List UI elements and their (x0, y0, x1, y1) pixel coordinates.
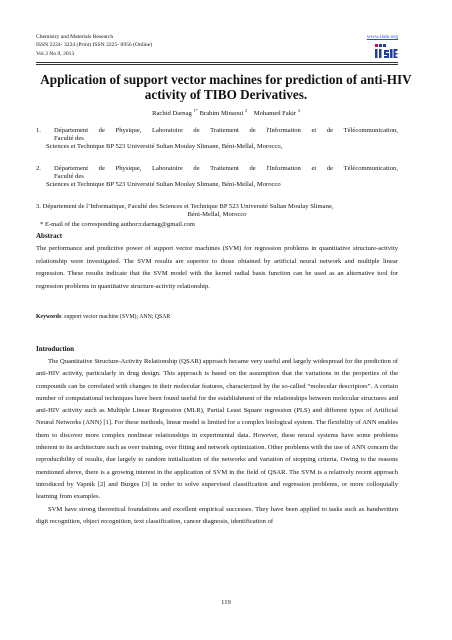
affiliation-line: Département de Physique, Laboratoire de Traitement de l'Information et de Télécommunication, (54, 165, 398, 172)
author-name: Brahim Minaoui (199, 110, 244, 118)
introduction-body (36, 356, 398, 528)
introduction-heading: Introduction (36, 345, 74, 353)
author-sup: 2 (244, 108, 248, 113)
affiliation-line: Faculté des (54, 135, 84, 143)
affiliation-line: Béni-Mellal, Morocco (187, 211, 247, 219)
affiliation-line: 3. Département de l’Informatique, Faculté des Sciences et Technique BP 523 Université Sultan Moulay Slimane, (36, 203, 334, 210)
abstract-heading: Abstract (36, 232, 63, 240)
issn-line: ISSN 2224- 3224 (Print) ISSN 2225- 0956 (Online) (36, 42, 153, 48)
paragraph: The Quantitative Structure-Activity Relationship (QSAR) approach became very useful and largely widespread for the prediction of anti-HIV activity, particularly in drug design. This approach is based on the assumption that the variations in the properties of the compounds can be correlated with changes in their molecular features, characterized by the so-called “molecular descriptors”. A certain number of computational techniques have been found useful for the establishment of the relationships between molecular structures and anti-HIV activity such as Multiple Linear Regression (MLR), Partial Least Square regression (PLS) and different types of Artificial Neural Networks (ANN) [1]. For these methods, linear model is limited for a complex biological system. The flexibility of ANN enables them to discover more complex nonlinear relationships in experimental data. However, these neural systems have some problems inherent to its architecture such as over training, over fitting and network optimization. Other problems with the use of ANN concern the reproducibility of results, due largely to random initialization of the networks and variation of stopping criteria. Owing to the reasons mentioned above, there is a growing interest in the application of SVM in the field of QSAR. The SVM is a relatively recent approach introduced by Vapnik [2] and Burges [3] in order to solve supervised classification and regression problems, or more colloquially learning from examples. (36, 358, 398, 501)
paper-title: Application of support vector machines for prediction of anti-HIV activity of TIBO Derivatives. (40, 72, 412, 102)
iiste-logo-icon (374, 43, 398, 59)
keywords-line (36, 314, 170, 320)
affiliation-3 (36, 203, 398, 219)
author-sup: 3 (297, 108, 300, 113)
journal-url-link[interactable]: www.iiste.org (366, 34, 398, 40)
paragraph: SVM have strong theoretical foundations and excellent empirical successes. They have been applied to tasks such as handwritten digit recognition, object recognition, text classification, cancer diagnosis, identification of (36, 505, 398, 525)
abstract-text: The performance and predictive power of support vector machines (SVM) for regression problems in quantitative structure-activity relationship were investigated. The SVM results are superior to those obtained by artificial neural network and multiple linear regression. These results indicate that the SVM model with the kernel radial basis function can be used as an alternative tool for regression problems in quantitative structure-activity relationship. (36, 245, 398, 290)
author-line (36, 108, 416, 117)
header-rule-thin (36, 64, 398, 65)
volume-line: Vol.3 No.9, 2013 (36, 51, 75, 57)
author-sup: 1* (193, 108, 198, 113)
affiliation-1 (36, 127, 398, 152)
corresponding-email: * E-mail of the corresponding author:r.darnag@gmail.com (40, 221, 195, 228)
page-number: 119 (221, 599, 231, 606)
affiliation-line: Sciences et Technique BP 523 Université Sultan Moulay Slimane, Béni-Mellal, Morocco, (46, 143, 283, 151)
keywords-label: Keywords (36, 314, 62, 320)
journal-name: Chemistry and Materials Research (36, 34, 114, 40)
affiliation-2 (36, 165, 398, 190)
affiliation-line: Faculté des (54, 173, 84, 181)
keywords-text: : support vector machine (SVM); ANN; QSAR (61, 314, 171, 320)
affiliation-line: Département de Physique, Laboratoire de Traitement de l'Information et de Télécommunication, (54, 127, 398, 134)
author-name: Rachid Darnag (152, 110, 192, 118)
affiliation-number: 2. (36, 165, 41, 172)
header-rule (36, 62, 398, 63)
author-name: Mohamed Fakir (253, 110, 297, 118)
affiliation-line: Sciences et Technique BP 523 Université Sultan Moulay Slimane, Béni-Mellal, Morocco (46, 181, 281, 189)
affiliation-number: 1. (36, 127, 41, 134)
